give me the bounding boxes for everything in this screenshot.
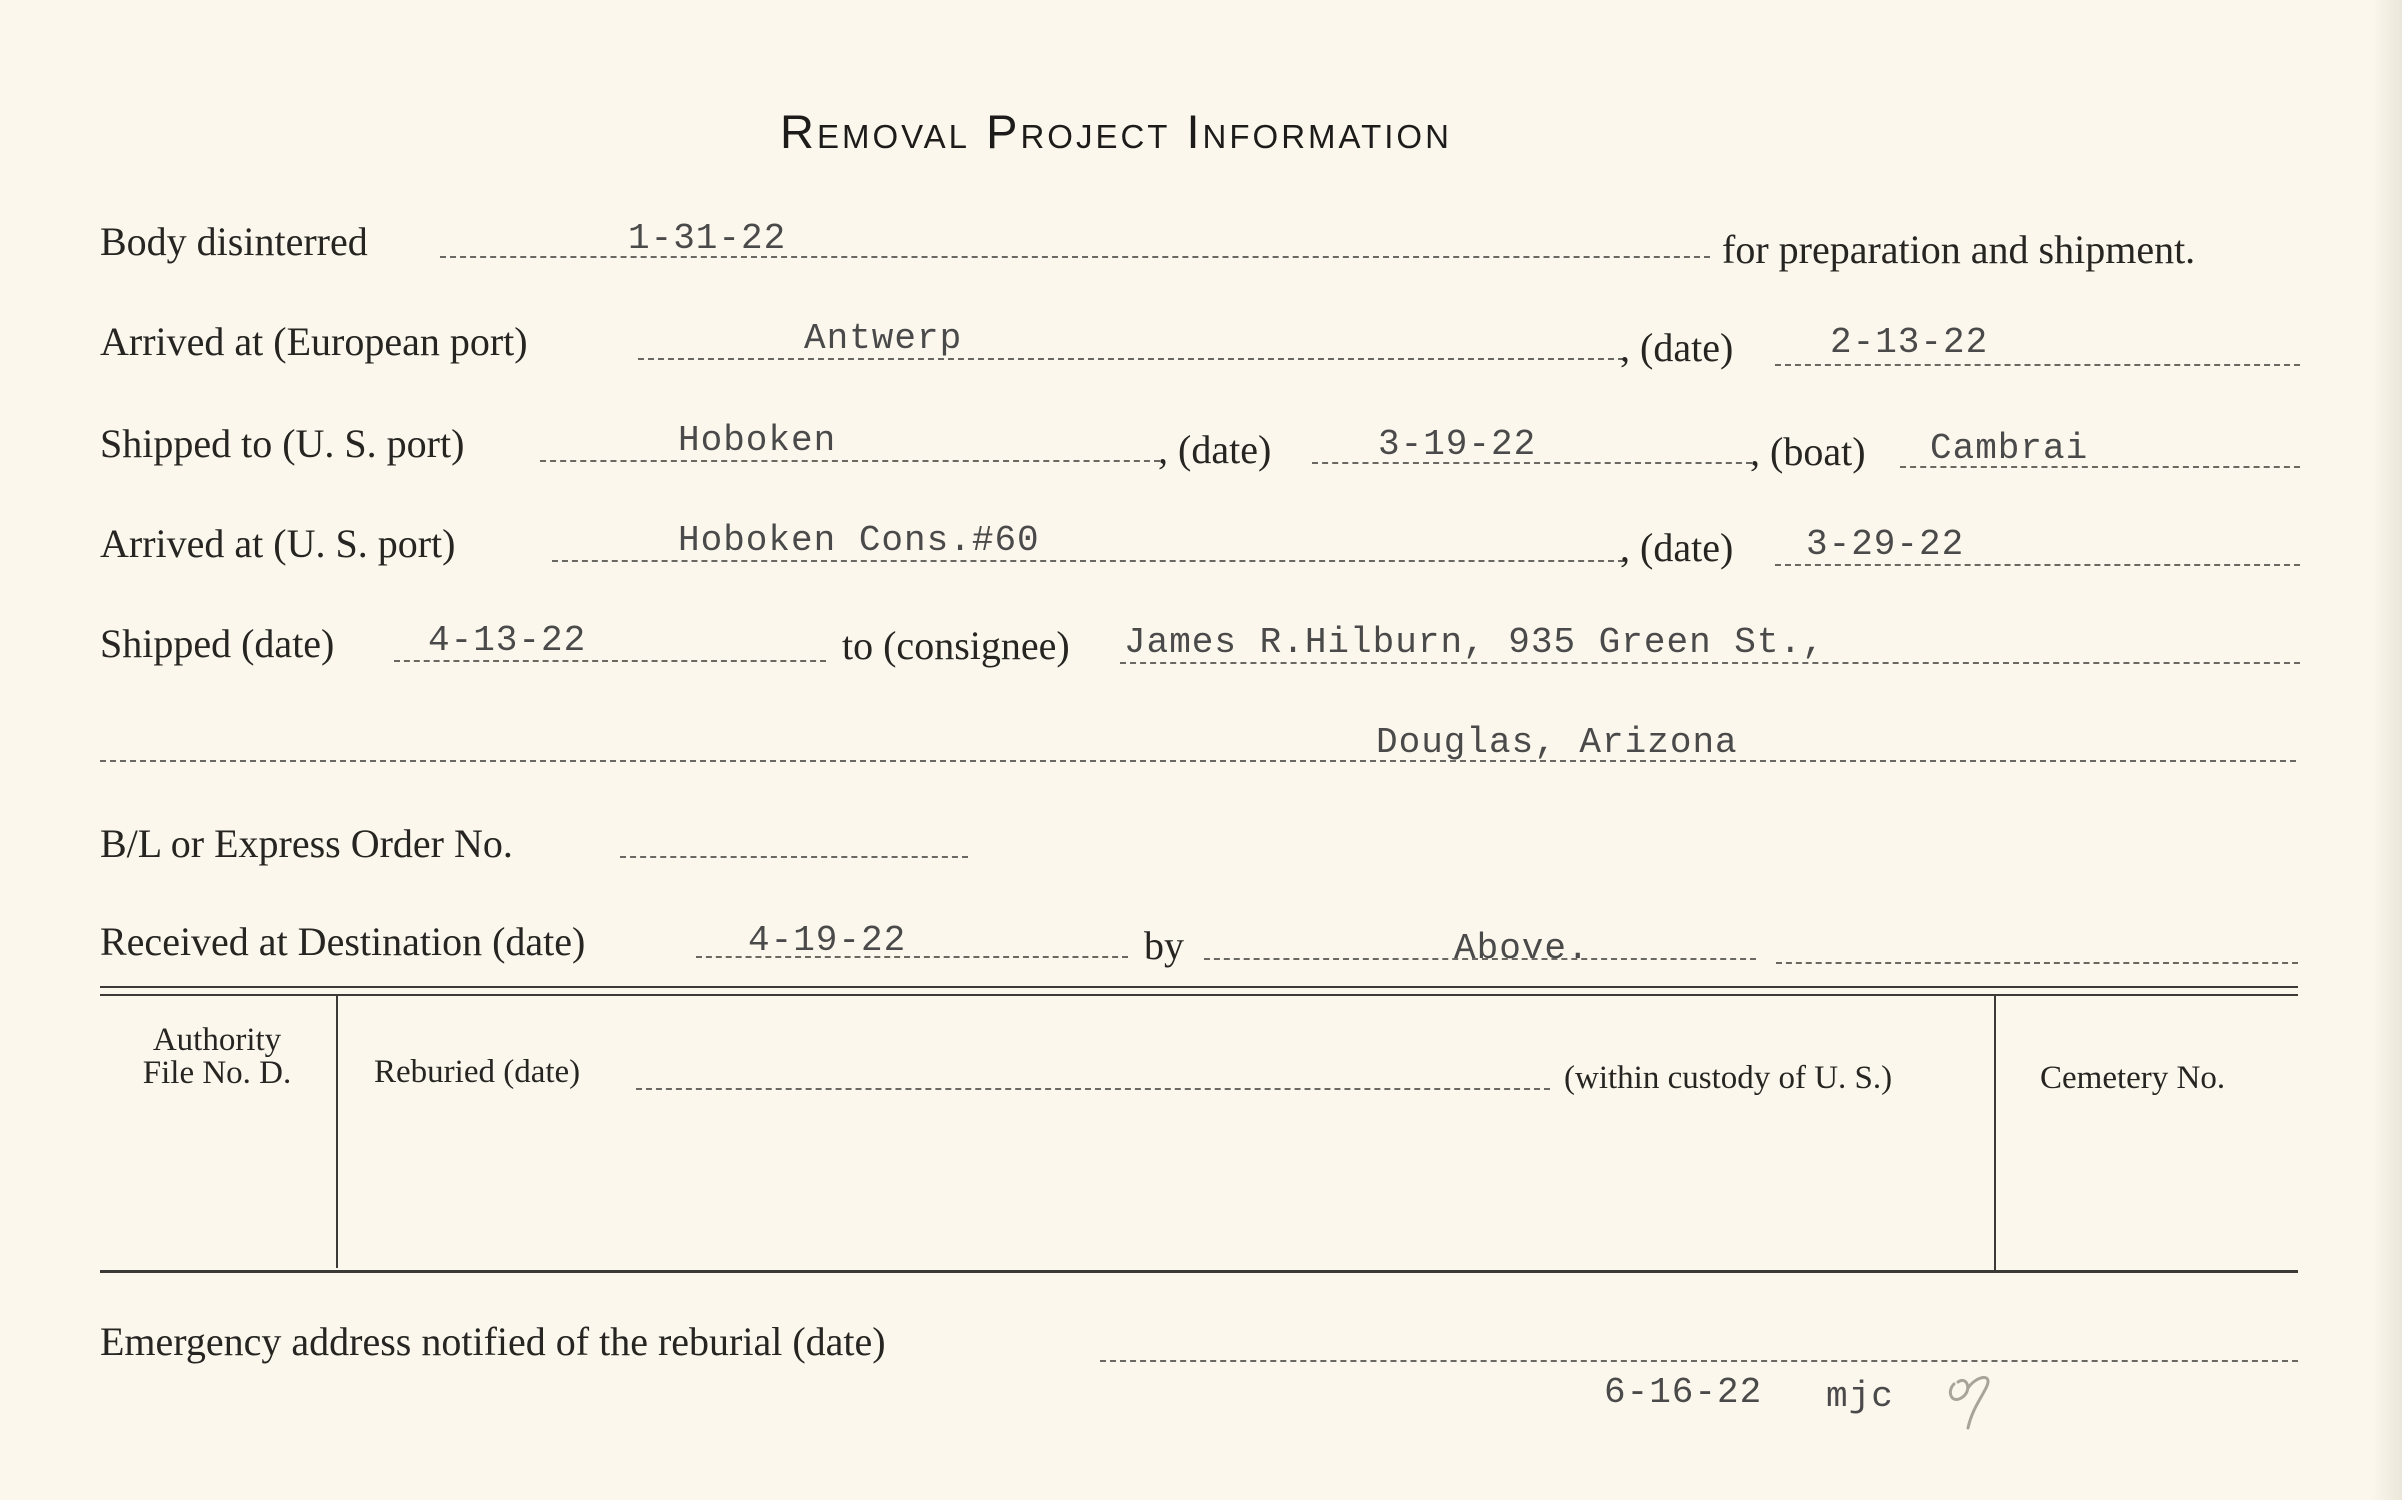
disinterred-suffix: for preparation and shipment. [1722,227,2196,272]
arrived-us-date-label: , (date) [1620,525,1734,570]
consignee-name-address: James R.Hilburn, 935 Green St., [1124,622,1825,663]
received-by: Above. [1454,928,1590,969]
us-port-label: Shipped to (U. S. port) [100,421,465,466]
shipped-date-label: Shipped (date) [100,621,335,666]
consignee-line-2 [100,760,2296,762]
bl-label: B/L or Express Order No. [100,821,513,866]
disinterred-date: 1-31-22 [628,218,787,259]
pencil-initial-mark [1942,1366,1998,1436]
received-date: 4-19-22 [748,920,907,961]
file-no-line: File No. D. [142,1055,292,1091]
bl-line [620,856,968,858]
reburied-line [636,1088,1550,1090]
authority-file-label [112,1024,322,1090]
european-port-date-label: , (date) [1620,325,1734,370]
received-by-label: by [1144,923,1184,968]
consignee-city: Douglas, Arizona [1376,722,1738,763]
box-divider-right [1994,996,1996,1272]
european-port-value: Antwerp [804,318,963,359]
emergency-label: Emergency address notified of the reburial (date) [100,1319,886,1364]
arrived-us-label: Arrived at (U. S. port) [100,521,456,566]
box-bottom-rule [100,1270,2298,1273]
clerk-initials: mjc [1826,1376,1894,1417]
arrived-us-value: Hoboken Cons.#60 [678,520,1040,561]
european-port-date: 2-13-22 [1830,322,1989,363]
us-port-date-label: , (date) [1158,427,1272,472]
arrived-us-date: 3-29-22 [1806,524,1965,565]
page-title: Removal Project Information [780,105,1452,158]
emergency-line [1100,1360,2298,1362]
european-port-line [638,358,1624,360]
us-port-line [540,460,1160,462]
us-port-date: 3-19-22 [1378,424,1537,465]
shipped-date: 4-13-22 [428,620,587,661]
boat-value: Cambrai [1930,428,2089,469]
us-port-value: Hoboken [678,420,837,461]
authority-line: Authority [152,1022,282,1058]
reburied-label: Reburied (date) [374,1054,581,1090]
boat-label: , (boat) [1750,429,1866,474]
european-port-date-line [1775,364,2300,366]
box-divider-left [336,996,338,1268]
box-top-rule-double [100,994,2298,996]
european-port-label: Arrived at (European port) [100,319,528,364]
box-top-rule [100,986,2298,988]
card-edge-shadow [2372,0,2402,1500]
cemetery-label: Cemetery No. [2040,1060,2226,1096]
received-extra-line [1776,962,2298,964]
notification-date: 6-16-22 [1604,1372,1763,1413]
custody-label: (within custody of U. S.) [1564,1060,1893,1096]
disinterred-label: Body disinterred [100,219,368,264]
received-label: Received at Destination (date) [100,919,586,964]
consignee-label: to (consignee) [842,623,1070,668]
